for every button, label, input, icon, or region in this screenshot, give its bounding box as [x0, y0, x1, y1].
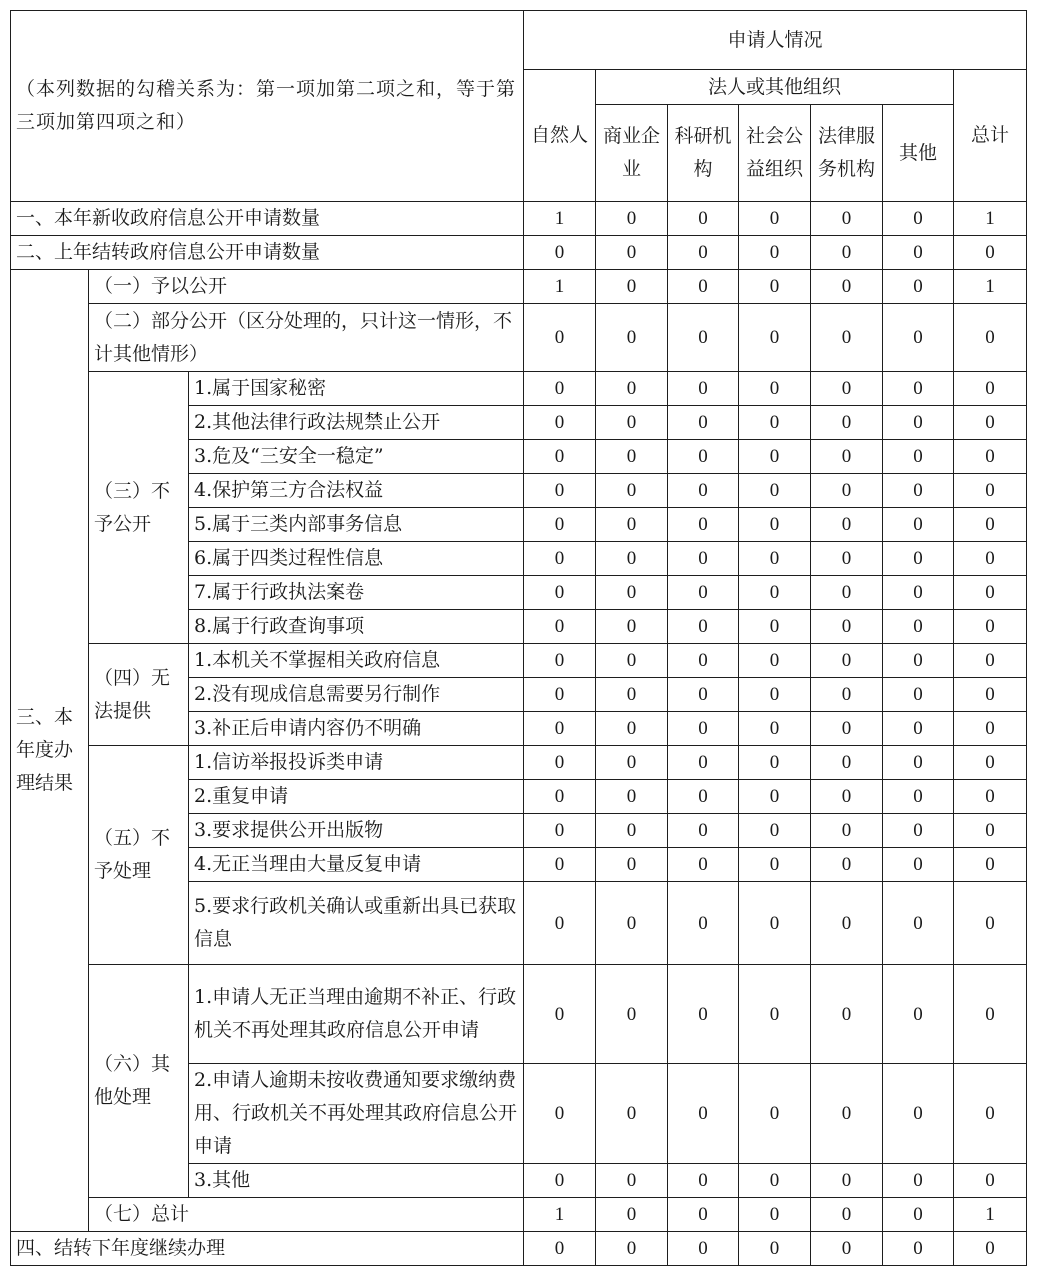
value-cell: 0: [954, 780, 1027, 814]
value-cell: 0: [596, 576, 668, 610]
value-cell: 0: [739, 965, 811, 1064]
header-subcolumn: 法律服务机构: [811, 105, 883, 202]
value-cell: 0: [596, 814, 668, 848]
value-cell: 0: [524, 542, 596, 576]
item-label: 3.要求提供公开出版物: [189, 814, 524, 848]
value-cell: 0: [596, 644, 668, 678]
value-cell: 0: [524, 965, 596, 1064]
value-cell: 0: [524, 304, 596, 372]
value-cell: 0: [954, 1164, 1027, 1198]
value-cell: 0: [668, 508, 739, 542]
value-cell: 0: [668, 576, 739, 610]
value-cell: 0: [954, 746, 1027, 780]
value-cell: 0: [883, 780, 954, 814]
item-label: 1.申请人无正当理由逾期不补正、行政机关不再处理其政府信息公开申请: [189, 965, 524, 1064]
row-label: （二）部分公开（区分处理的，只计这一情形，不计其他情形）: [89, 304, 524, 372]
row-label: 一、本年新收政府信息公开申请数量: [11, 202, 524, 236]
value-cell: 0: [668, 440, 739, 474]
value-cell: 0: [524, 678, 596, 712]
value-cell: 0: [954, 965, 1027, 1064]
value-cell: 0: [596, 780, 668, 814]
value-cell: 0: [811, 508, 883, 542]
value-cell: 0: [668, 270, 739, 304]
value-cell: 0: [883, 236, 954, 270]
value-cell: 0: [596, 1064, 668, 1164]
item-label: 1.本机关不掌握相关政府信息: [189, 644, 524, 678]
value-cell: 0: [811, 678, 883, 712]
value-cell: 1: [954, 270, 1027, 304]
value-cell: 0: [596, 1198, 668, 1232]
value-cell: 0: [954, 848, 1027, 882]
header-total: 总计: [954, 70, 1027, 202]
item-label: 4.保护第三方合法权益: [189, 474, 524, 508]
value-cell: 0: [883, 372, 954, 406]
value-cell: 0: [668, 1232, 739, 1266]
value-cell: 0: [524, 406, 596, 440]
value-cell: 0: [596, 882, 668, 965]
value-cell: 0: [811, 406, 883, 440]
row-label: 二、上年结转政府信息公开申请数量: [11, 236, 524, 270]
value-cell: 0: [668, 1164, 739, 1198]
value-cell: 0: [811, 474, 883, 508]
table-row: [11, 1198, 1027, 1232]
value-cell: 0: [668, 1064, 739, 1164]
value-cell: 0: [739, 1232, 811, 1266]
value-cell: 0: [739, 644, 811, 678]
item-label: 3.危及“三安全一稳定”: [189, 440, 524, 474]
value-cell: 0: [883, 270, 954, 304]
table-row: [11, 236, 1027, 270]
value-cell: 0: [524, 1064, 596, 1164]
value-cell: 0: [739, 304, 811, 372]
value-cell: 0: [739, 848, 811, 882]
value-cell: 0: [524, 712, 596, 746]
value-cell: 0: [739, 440, 811, 474]
value-cell: 0: [811, 814, 883, 848]
value-cell: 0: [811, 542, 883, 576]
item-label: 8.属于行政查询事项: [189, 610, 524, 644]
header-row: [11, 11, 1027, 70]
value-cell: 0: [811, 780, 883, 814]
value-cell: 0: [668, 1198, 739, 1232]
value-cell: 0: [811, 304, 883, 372]
value-cell: 0: [811, 644, 883, 678]
value-cell: 0: [596, 202, 668, 236]
value-cell: 0: [524, 440, 596, 474]
item-label: 4.无正当理由大量反复申请: [189, 848, 524, 882]
table-row: [11, 965, 1027, 1064]
header-applicant-situation: 申请人情况: [524, 11, 1027, 70]
value-cell: 0: [596, 508, 668, 542]
value-cell: 0: [596, 848, 668, 882]
value-cell: 0: [954, 814, 1027, 848]
value-cell: 0: [883, 610, 954, 644]
value-cell: 0: [596, 372, 668, 406]
value-cell: 0: [883, 848, 954, 882]
item-label: 6.属于四类过程性信息: [189, 542, 524, 576]
value-cell: 0: [811, 746, 883, 780]
value-cell: 0: [596, 1232, 668, 1266]
value-cell: 0: [739, 406, 811, 440]
value-cell: 0: [954, 474, 1027, 508]
group-label: （四）无法提供: [89, 644, 189, 746]
table-row: [11, 202, 1027, 236]
value-cell: 0: [883, 1232, 954, 1266]
value-cell: 0: [524, 610, 596, 644]
group-label: （三）不予公开: [89, 372, 189, 644]
value-cell: 0: [739, 1164, 811, 1198]
value-cell: 0: [883, 474, 954, 508]
value-cell: 0: [668, 678, 739, 712]
header-subcolumn: 社会公益组织: [739, 105, 811, 202]
value-cell: 0: [883, 440, 954, 474]
item-label: 5.要求行政机关确认或重新出具已获取信息: [189, 882, 524, 965]
value-cell: 0: [668, 965, 739, 1064]
value-cell: 0: [596, 270, 668, 304]
value-cell: 0: [524, 644, 596, 678]
value-cell: 0: [596, 746, 668, 780]
value-cell: 0: [954, 1064, 1027, 1164]
value-cell: 0: [668, 406, 739, 440]
group-label: （六）其他处理: [89, 965, 189, 1198]
table-row: [11, 746, 1027, 780]
value-cell: 0: [524, 814, 596, 848]
value-cell: 0: [524, 1164, 596, 1198]
value-cell: 0: [524, 236, 596, 270]
header-subcolumn: 科研机构: [668, 105, 739, 202]
disclosure-table: [10, 10, 1027, 1266]
value-cell: 0: [668, 236, 739, 270]
value-cell: 0: [811, 882, 883, 965]
value-cell: 0: [883, 508, 954, 542]
header-subcolumn: 其他: [883, 105, 954, 202]
value-cell: 0: [524, 848, 596, 882]
value-cell: 0: [739, 474, 811, 508]
value-cell: 0: [524, 508, 596, 542]
value-cell: 0: [883, 746, 954, 780]
value-cell: 0: [524, 882, 596, 965]
table-row: [11, 644, 1027, 678]
value-cell: 0: [596, 712, 668, 746]
item-label: 1.信访举报投诉类申请: [189, 746, 524, 780]
value-cell: 1: [954, 1198, 1027, 1232]
value-cell: 0: [668, 372, 739, 406]
value-cell: 0: [811, 236, 883, 270]
value-cell: 0: [883, 644, 954, 678]
value-cell: 0: [739, 610, 811, 644]
item-label: 3.补正后申请内容仍不明确: [189, 712, 524, 746]
value-cell: 0: [739, 542, 811, 576]
value-cell: 0: [596, 474, 668, 508]
value-cell: 0: [596, 542, 668, 576]
item-label: 2.申请人逾期未按收费通知要求缴纳费用、行政机关不再处理其政府信息公开申请: [189, 1064, 524, 1164]
value-cell: 0: [954, 304, 1027, 372]
value-cell: 1: [524, 1198, 596, 1232]
value-cell: 0: [668, 848, 739, 882]
header-natural-person: 自然人: [524, 70, 596, 202]
value-cell: 0: [596, 678, 668, 712]
value-cell: 0: [811, 1232, 883, 1266]
value-cell: 0: [954, 644, 1027, 678]
value-cell: 1: [524, 202, 596, 236]
value-cell: 0: [524, 372, 596, 406]
value-cell: 0: [883, 542, 954, 576]
header-subcolumn: 商业企业: [596, 105, 668, 202]
value-cell: 0: [954, 1232, 1027, 1266]
item-label: 2.其他法律行政法规禁止公开: [189, 406, 524, 440]
value-cell: 0: [883, 965, 954, 1064]
table-row: [11, 270, 1027, 304]
value-cell: 0: [596, 440, 668, 474]
value-cell: 0: [668, 610, 739, 644]
value-cell: 0: [883, 1064, 954, 1164]
value-cell: 0: [596, 406, 668, 440]
item-label: 5.属于三类内部事务信息: [189, 508, 524, 542]
value-cell: 0: [883, 882, 954, 965]
value-cell: 0: [811, 576, 883, 610]
value-cell: 0: [954, 372, 1027, 406]
value-cell: 0: [668, 202, 739, 236]
value-cell: 0: [524, 780, 596, 814]
value-cell: 0: [739, 576, 811, 610]
value-cell: 0: [524, 474, 596, 508]
value-cell: 0: [883, 576, 954, 610]
table-row: [11, 372, 1027, 406]
value-cell: 1: [524, 270, 596, 304]
value-cell: 0: [954, 882, 1027, 965]
value-cell: 0: [739, 372, 811, 406]
value-cell: 0: [954, 440, 1027, 474]
row-label: （七）总计: [89, 1198, 524, 1232]
value-cell: 0: [596, 304, 668, 372]
value-cell: 0: [883, 406, 954, 440]
value-cell: 0: [954, 406, 1027, 440]
value-cell: 0: [668, 746, 739, 780]
value-cell: 0: [811, 848, 883, 882]
table-note: （本列数据的勾稽关系为：第一项加第二项之和，等于第三项加第四项之和）: [11, 11, 524, 202]
item-label: 2.重复申请: [189, 780, 524, 814]
value-cell: 0: [954, 712, 1027, 746]
value-cell: 0: [596, 610, 668, 644]
value-cell: 0: [739, 202, 811, 236]
value-cell: 0: [954, 508, 1027, 542]
item-label: 7.属于行政执法案卷: [189, 576, 524, 610]
value-cell: 0: [811, 270, 883, 304]
header-legal-group: 法人或其他组织: [596, 70, 954, 105]
value-cell: 0: [739, 780, 811, 814]
item-label: 3.其他: [189, 1164, 524, 1198]
value-cell: 0: [668, 644, 739, 678]
value-cell: 0: [596, 965, 668, 1064]
value-cell: 0: [811, 1064, 883, 1164]
value-cell: 0: [811, 440, 883, 474]
value-cell: 0: [668, 780, 739, 814]
value-cell: 0: [739, 882, 811, 965]
value-cell: 0: [811, 965, 883, 1064]
row-label: 四、结转下年度继续办理: [11, 1232, 524, 1266]
value-cell: 0: [954, 610, 1027, 644]
value-cell: 1: [954, 202, 1027, 236]
value-cell: 0: [811, 1164, 883, 1198]
value-cell: 0: [883, 304, 954, 372]
value-cell: 0: [739, 236, 811, 270]
group-label: （五）不予处理: [89, 746, 189, 965]
section-label: 三、本年度办理结果: [11, 270, 89, 1232]
value-cell: 0: [739, 1064, 811, 1164]
value-cell: 0: [739, 746, 811, 780]
value-cell: 0: [883, 1198, 954, 1232]
value-cell: 0: [811, 1198, 883, 1232]
value-cell: 0: [883, 678, 954, 712]
value-cell: 0: [954, 576, 1027, 610]
value-cell: 0: [739, 678, 811, 712]
value-cell: 0: [811, 372, 883, 406]
table-row: [11, 304, 1027, 372]
item-label: 2.没有现成信息需要另行制作: [189, 678, 524, 712]
value-cell: 0: [811, 610, 883, 644]
value-cell: 0: [739, 814, 811, 848]
value-cell: 0: [596, 236, 668, 270]
value-cell: 0: [811, 712, 883, 746]
value-cell: 0: [524, 576, 596, 610]
value-cell: 0: [668, 882, 739, 965]
value-cell: 0: [739, 1198, 811, 1232]
value-cell: 0: [883, 814, 954, 848]
value-cell: 0: [739, 270, 811, 304]
value-cell: 0: [883, 712, 954, 746]
value-cell: 0: [954, 542, 1027, 576]
item-label: 1.属于国家秘密: [189, 372, 524, 406]
value-cell: 0: [524, 746, 596, 780]
value-cell: 0: [668, 542, 739, 576]
value-cell: 0: [954, 236, 1027, 270]
value-cell: 0: [668, 474, 739, 508]
table-row: [11, 1232, 1027, 1266]
value-cell: 0: [524, 1232, 596, 1266]
value-cell: 0: [883, 1164, 954, 1198]
value-cell: 0: [739, 508, 811, 542]
value-cell: 0: [954, 678, 1027, 712]
value-cell: 0: [596, 1164, 668, 1198]
value-cell: 0: [668, 814, 739, 848]
row-label: （一）予以公开: [89, 270, 524, 304]
value-cell: 0: [739, 712, 811, 746]
value-cell: 0: [883, 202, 954, 236]
value-cell: 0: [668, 304, 739, 372]
value-cell: 0: [811, 202, 883, 236]
value-cell: 0: [668, 712, 739, 746]
